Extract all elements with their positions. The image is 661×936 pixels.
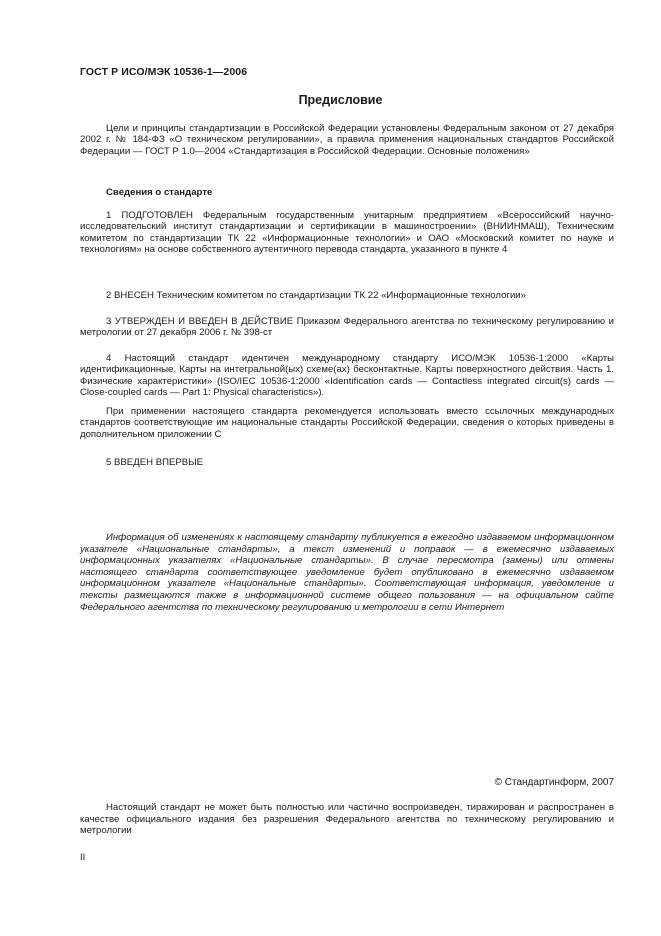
standard-code-header: ГОСТ Р ИСО/МЭК 10536-1—2006 bbox=[80, 66, 248, 78]
page-number: II bbox=[80, 852, 86, 863]
item-3-text: 3 УТВЕРЖДЕН И ВВЕДЕН В ДЕЙСТВИЕ Приказом Федерального агентства по техническому регулированию и метрологии от 27 декабря 2006 г. № 398-ст bbox=[80, 316, 614, 339]
item-1-text: 1 ПОДГОТОВЛЕН Федеральным государственным унитарным предприятием «Всероссийский научно-исследовательский институт стандартизации и сертификации в машиностроении» (ВНИИНМАШ), Техническим комитетом по стандартизации ТК 22 «Информационные технологии» и ОАО «Московский комитет по науке и технологиям» на основе собственного аутентичного перевода стандарта, указанного в пункте 4 bbox=[80, 210, 614, 256]
item-2-paragraph bbox=[80, 290, 614, 301]
item-1-paragraph bbox=[80, 210, 614, 256]
footer-notice-text: Настоящий стандарт не может быть полностью или частично воспроизведен, тиражирован и распространен в качестве официального издания без разрешения Федерального агентства по техническому регулированию и метрологии bbox=[80, 802, 614, 837]
info-notice-text: Информация об изменениях к настоящему стандарту публикуется в ежегодно издаваемом информационном указателе «Национальные стандарты», а текст изменений и поправок — в ежемесячно издаваемых информационных указателях «Национальные стандарты». В случае пересмотра (замены) или отмены настоящего стандарта соответствующее уведомление будет опубликовано в ежемесячно издаваемом информационном указателе «Национальные стандарты». Соответствующая информация, уведомление и тексты размещаются также в информационной системе общего пользования — на официальном сайте Федерального агентства по техническому регулированию и метрологии в сети Интернет bbox=[80, 532, 614, 613]
section-subheading: Сведения о стандарте bbox=[106, 187, 213, 198]
footer-notice bbox=[80, 802, 614, 837]
item-5-paragraph bbox=[80, 457, 614, 468]
item-5-text: 5 ВВЕДЕН ВПЕРВЫЕ bbox=[106, 457, 204, 468]
page-title: Предисловие bbox=[298, 93, 383, 107]
info-notice bbox=[80, 532, 614, 613]
item-2-text: 2 ВНЕСЕН Техническим комитетом по стандартизации ТК 22 «Информационные технологии» bbox=[106, 290, 526, 301]
item-4-note-text: При применении настоящего стандарта рекомендуется использовать вместо ссылочных международных стандартов соответствующие им национальные стандарты Российской Федерации, сведения о которых приведены в дополнительном приложении С bbox=[80, 406, 614, 440]
intro-text: Цели и принципы стандартизации в Российской Федерации установлены Федеральным законом от 27 декабря 2002 г. № 184-ФЗ «О техническом регулировании», а правила применения национальных стандартов Российской Федерации — ГОСТ Р 1.0—2004 «Стандартизация в Российской Федерации. Основные положения» bbox=[80, 123, 614, 157]
item-4-text: 4 Настоящий стандарт идентичен международному стандарту ИСО/МЭК 10536-1:2000 «Карты идентификационные. Карты на интегральной(ых) схеме(ах) бесконтактные. Карты поверхностного действия. Часть 1. Физические характеристики» (ISO/IEC 10536-1:2000 «Identification cards — Contactless integrated circuit(s) cards — Close-coupled cards — Part 1: Physical characteristics»). bbox=[80, 353, 614, 399]
item-4-note-paragraph bbox=[80, 406, 614, 440]
item-4-paragraph bbox=[80, 353, 614, 399]
item-3-paragraph bbox=[80, 316, 614, 339]
intro-paragraph bbox=[80, 123, 614, 157]
copyright-line: © Стандартинформ, 2007 bbox=[494, 777, 614, 788]
